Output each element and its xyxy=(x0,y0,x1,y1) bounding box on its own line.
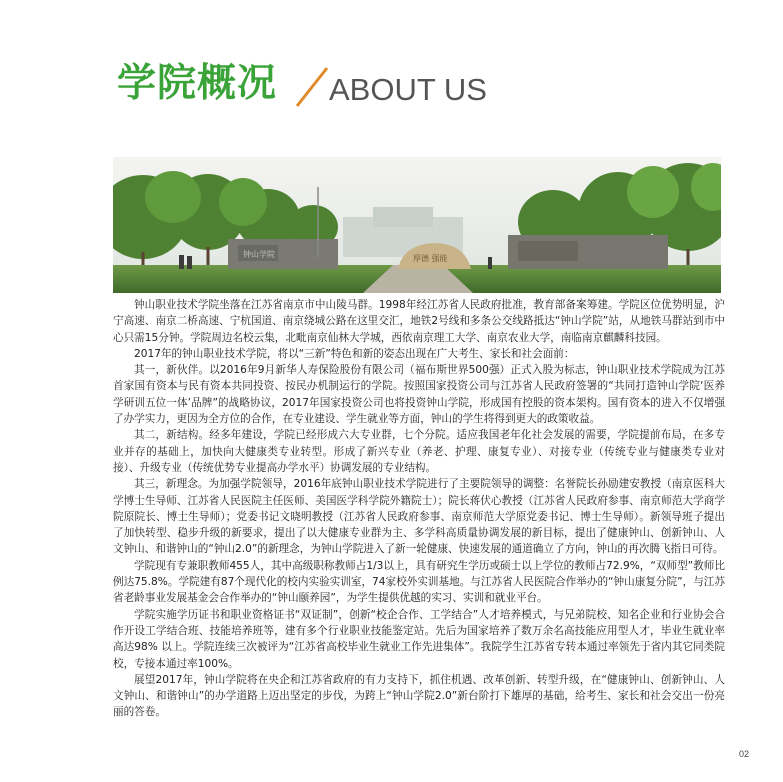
gate-sign-left: 钟山学院 xyxy=(243,250,275,259)
campus-gate-photo xyxy=(113,157,721,293)
heading-chinese-title: 学院概况 xyxy=(117,61,278,106)
paragraph-new-concept: 其三，新理念。为加强学院领导，2016年底钟山职业技术学院进行了主要院领导的调整：名誉院长孙励建安教授（南京医科大学博士生导师、江苏省人民医院主任医师、美国医学科学院外籍院士）；院长蒋伏心教授（江苏省人民政府参事、南京师范大学商学院原院长、博士生导师）；党委书记文晓明教授（江苏省人民政府参事、南京师范大学原党委书记、博士生导师）。新领导班子提出了加快转型、稳步升级的新要求，提出了以大健康专业群为主、多学科高质量协调发展的新目标，提出了健康钟山、创新钟山、人文钟山、和谐钟山的“钟山2.0”的新理念，为钟山学院进入了新一轮健康、快速发展的通道确立了方向，钟山的再次腾飞指日可待。 xyxy=(113,478,725,556)
paragraph-dual-certificate: 学院实施学历证书和职业资格证书“双证制”，创新“校企合作、工学结合”人才培养模式，与兄弟院校、知名企业和行业协会合作开设工学结合班、技能培养班等，建有多个行业职业技能鉴定站。先后为国家培养了数万余名高技能应用型人才，毕业生就业率高达98% 以上。学院连续三次被评为“江苏省高校毕业生就业工作先进集体”。我院学生江苏省专转本通过率领先于省内其它同类院校，专接本通过率100%。 xyxy=(113,608,725,670)
divider-slash-icon xyxy=(287,64,335,108)
campus-illustration xyxy=(113,157,721,293)
rock-inscription: 厚德 强能 xyxy=(413,254,448,263)
paragraph-intro: 钟山职业技术学院坐落在江苏省南京市中山陵马群。1998年经江苏省人民政府批准，教育部备案筹建。学院区位优势明显，沪宁高速、南京二桥高速、宁杭国道、南京绕城公路在这里交汇，地铁2号线和多条公交线路抵达“钟山学院”站，从地铁马群站到市中心只需15分钟。学院周边名校云集，北毗南京仙林大学城，西依南京理工大学、南京农业大学，南临南京麒麟科技园。 xyxy=(113,299,725,344)
paragraph-outlook: 展望2017年，钟山学院将在央企和江苏省政府的有力支持下，抓住机遇、改革创新、转型升级，在“健康钟山、创新钟山、人文钟山、和谐钟山”的办学道路上迈出坚定的步伐，为跨上“钟山学院2.0”新台阶打下雄厚的基础，给考生、家长和社会交出一份亮丽的答卷。 xyxy=(113,673,725,719)
section-heading xyxy=(117,60,677,108)
paragraph-new-structure: 其二，新结构。经多年建设，学院已经形成六大专业群，七个分院。适应我国老年化社会发展的需要，学院提前布局，在多专业并存的基础上，加快向大健康类专业转型。形成了新兴专业（养老、护理、康复专业）、对接专业（传统专业与健康类专业对接）、升级专业（传统优势专业提高办学水平）协调发展的专业结构。 xyxy=(113,429,725,474)
paragraph-three-new: 2017年的钟山职业技术学院，将以“三新”特色和新的姿态出现在广大考生、家长和社会面前： xyxy=(134,347,575,360)
article-body xyxy=(113,297,725,721)
heading-english-title: ABOUT US xyxy=(329,72,487,107)
page-number: 02 xyxy=(739,749,750,759)
paragraph-new-partner: 其一，新伙伴。以2016年9月新华人寿保险股份有限公司（福布斯世界500强）正式入股为标志，钟山职业技术学院成为江苏首家国有资本与民有资本共同投资、按民办机制运行的学院。按照国家投资公司与江苏省人民政府签署的“共同打造钟山学院‘医养学研训五位一体’品牌”的战略协议，2017年国家投资公司也将投资钟山学院，形成国有控股的资本架构。国有资本的进入不仅增强了办学实力，更因为全方位的合作，在专业建设、学生就业等方面，钟山的学生将得到更大的政策收益。 xyxy=(113,364,725,426)
paragraph-faculty: 学院现有专兼职教师455人，其中高级职称教师占1/3以上，具有研究生学历或硕士以上学位的教师占72.9%，“双师型”教师比例达75.8%。学院建有87个现代化的校内实验实训室，74家校外实训基地。与江苏省人民医院合作举办的“钟山康复分院”，与江苏省老龄事业发展基金会合作举办的“钟山颐养园”，为学生提供优越的实习、实训和就业平台。 xyxy=(113,559,725,605)
